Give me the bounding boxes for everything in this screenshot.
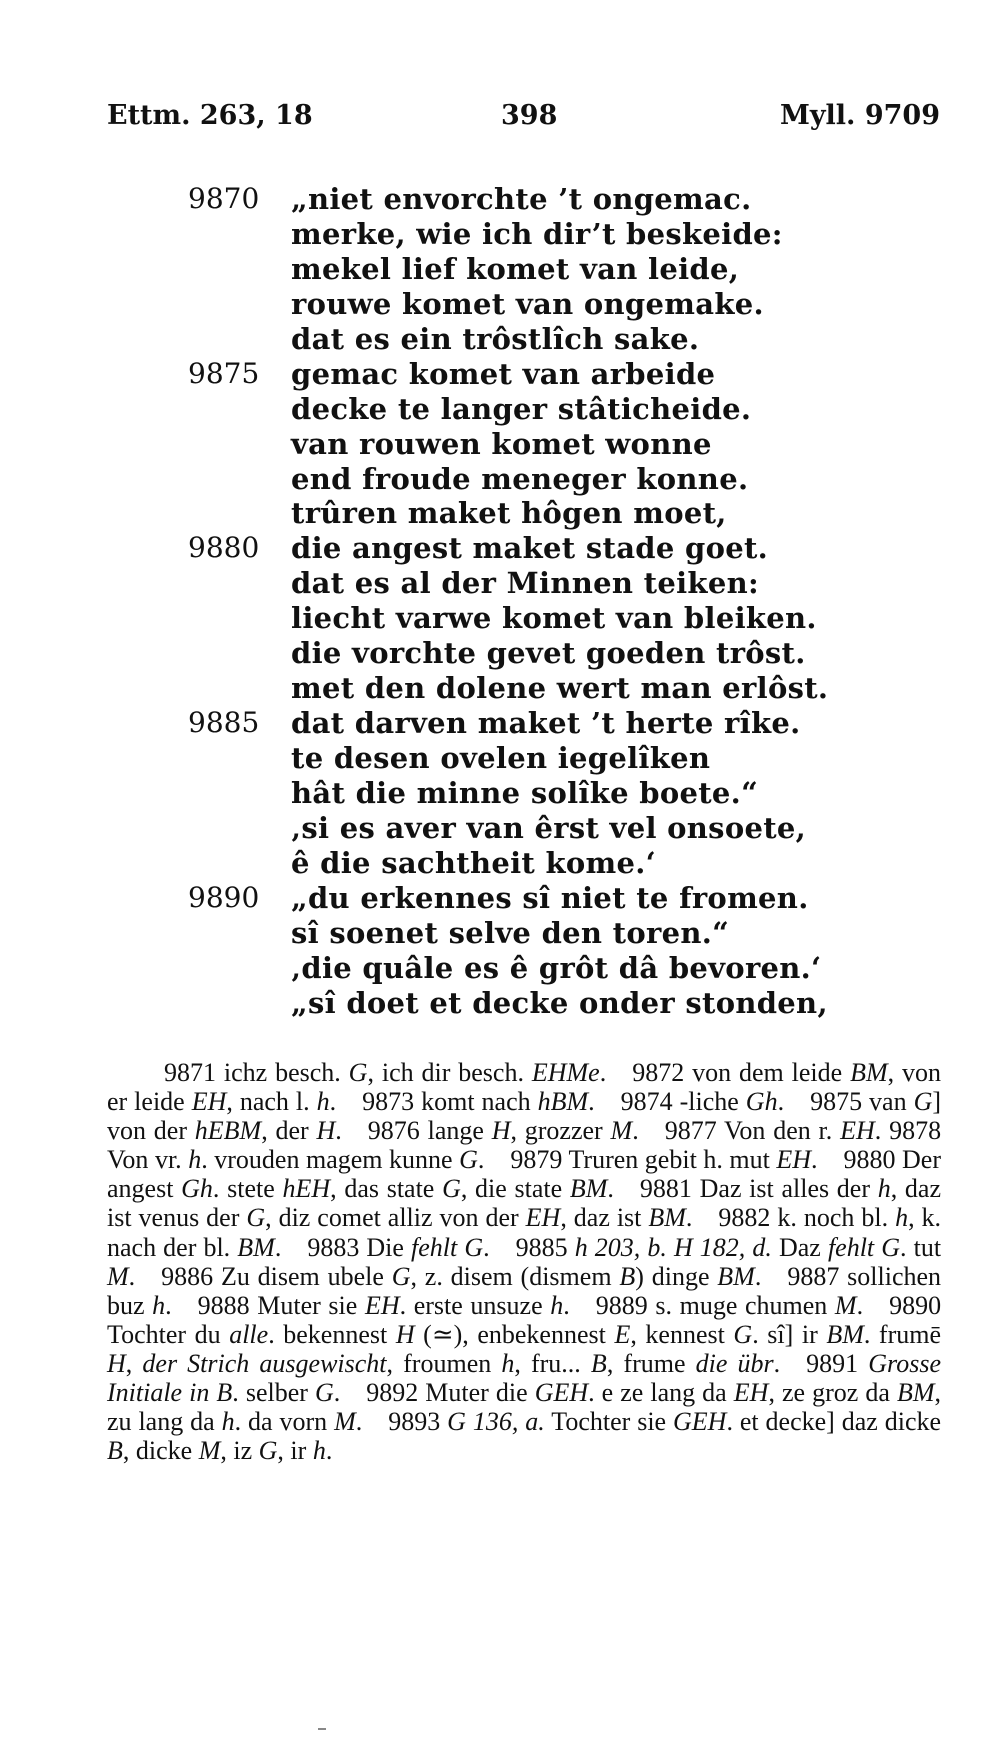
verse-text: dat es al der Minnen teiken: (291, 566, 759, 601)
verse-text: van rouwen komet wonne (291, 426, 712, 461)
verse-line (0, 357, 1000, 392)
critical-apparatus (107, 1058, 941, 1465)
verse-text: mekel lief komet van leide, (291, 251, 740, 286)
printer-mark (318, 1728, 326, 1730)
verse-line (0, 287, 1000, 322)
verse-text: te desen ovelen iegelîken (291, 741, 711, 775)
verse-text: liecht varwe komet van bleiken. (291, 601, 817, 636)
verse-line (0, 601, 1000, 636)
line-number: 9885 (188, 706, 260, 740)
verse-text: ‚si es aver van êrst vel onsoete, (291, 810, 807, 845)
verse-text: „sî doet et decke onder stonden, (291, 985, 828, 1020)
running-head-left: Ettm. 263, 18 (107, 100, 313, 131)
line-number: 9890 (188, 880, 260, 914)
verse-text: die angest maket stade goet. (291, 531, 769, 566)
verse-line (0, 986, 1000, 1021)
verse-text: gemac komet van arbeide (291, 356, 716, 391)
verse-line (0, 182, 1000, 217)
verse-text: sî soenet selve den toren.“ (291, 915, 730, 950)
verse-text: „du erkennes sî niet te fromen. (291, 880, 809, 915)
running-head (107, 100, 940, 140)
verse-text: rouwe komet van ongemake. (291, 286, 764, 321)
verse-line (0, 706, 1000, 741)
running-head-right: Myll. 9709 (779, 100, 940, 131)
verse-text: „niet envorchte ’t ongemac. (291, 182, 752, 216)
verse-text: dat es ein trôstlîch sake. (291, 321, 700, 356)
verse-text: die vorchte gevet goeden trôst. (291, 636, 806, 671)
verse-line (0, 496, 1000, 531)
verse-text: dat darven maket ’t herte rîke. (291, 706, 801, 741)
verse-text: trûren maket hôgen moet, (291, 496, 727, 531)
page-number: 398 (501, 100, 558, 131)
verse-line (0, 846, 1000, 881)
verse-line (0, 531, 1000, 566)
verse-line (0, 951, 1000, 986)
verse-line (0, 566, 1000, 601)
verse-text: decke te langer stâticheide. (291, 391, 752, 426)
verse-line (0, 671, 1000, 706)
apparatus-paragraph: 9871 ichz besch. G, ich dir besch. EHMe. 9872 von dem leide BM, von er leide EH, nach l. h. 9873 komt nach hBM. 9874 -liche Gh. 9875 van G] von der hEBM, der H. 9876 lange H, grozzer M. 9877 Von den r. EH. 9878 Von vr. h. vrouden magem kunne G. 9879 Truren gebit h. mut EH. 9880 Der angest Gh. stete hEH, das state G, die state BM. 9881 Daz ist alles der h, daz ist venus der G, diz comet alliz von der EH, daz ist BM. 9882 k. noch bl. h, k. nach der bl. BM. 9883 Die fehlt G. 9885 h 203, b. H 182, d. Daz fehlt G. tut M. 9886 Zu disem ubele G, z. disem (dismem B) dinge BM. 9887 sollichen buz h. 9888 Muter sie EH. erste unsuze h. 9889 s. muge chumen M. 9890 Tochter du alle. bekennest H (≃), enbekennest E, kennest G. sî] ir BM. frumē H, der Strich ausgewischt, froumen h, fru... B, frume die übr. 9891 Grosse Initiale in B. selber G. 9892 Muter die GEH. e ze lang da EH, ze groz da BM, zu lang da h. da vorn M. 9893 G 136, a. Tochter sie GEH. et decke] daz dicke B, dicke M, iz G, ir h. (107, 1058, 942, 1466)
verse-text: merke, wie ich dir’t beskeide: (291, 216, 783, 251)
verse-text: met den dolene wert man erlôst. (291, 671, 829, 706)
verse-text: ‚die quâle es ê grôt dâ bevoren.‘ (291, 950, 822, 985)
verse-line (0, 636, 1000, 671)
verse-text: end froude meneger konne. (291, 461, 749, 496)
line-number: 9875 (188, 356, 260, 390)
verse-line (0, 252, 1000, 287)
verse-line (0, 427, 1000, 462)
line-number: 9870 (188, 182, 260, 215)
verse-text: ê die sachtheit kome.‘ (291, 845, 657, 880)
verse-line (0, 811, 1000, 846)
verse-line (0, 462, 1000, 497)
verse-line (0, 881, 1000, 916)
line-number: 9880 (188, 531, 260, 565)
verse-line (0, 392, 1000, 427)
verse-line (0, 741, 1000, 776)
verse-text: hât die minne solîke boete.“ (291, 775, 759, 810)
poem-text (0, 182, 1000, 1021)
verse-line (0, 916, 1000, 951)
verse-line (0, 217, 1000, 252)
verse-line (0, 776, 1000, 811)
verse-line (0, 322, 1000, 357)
